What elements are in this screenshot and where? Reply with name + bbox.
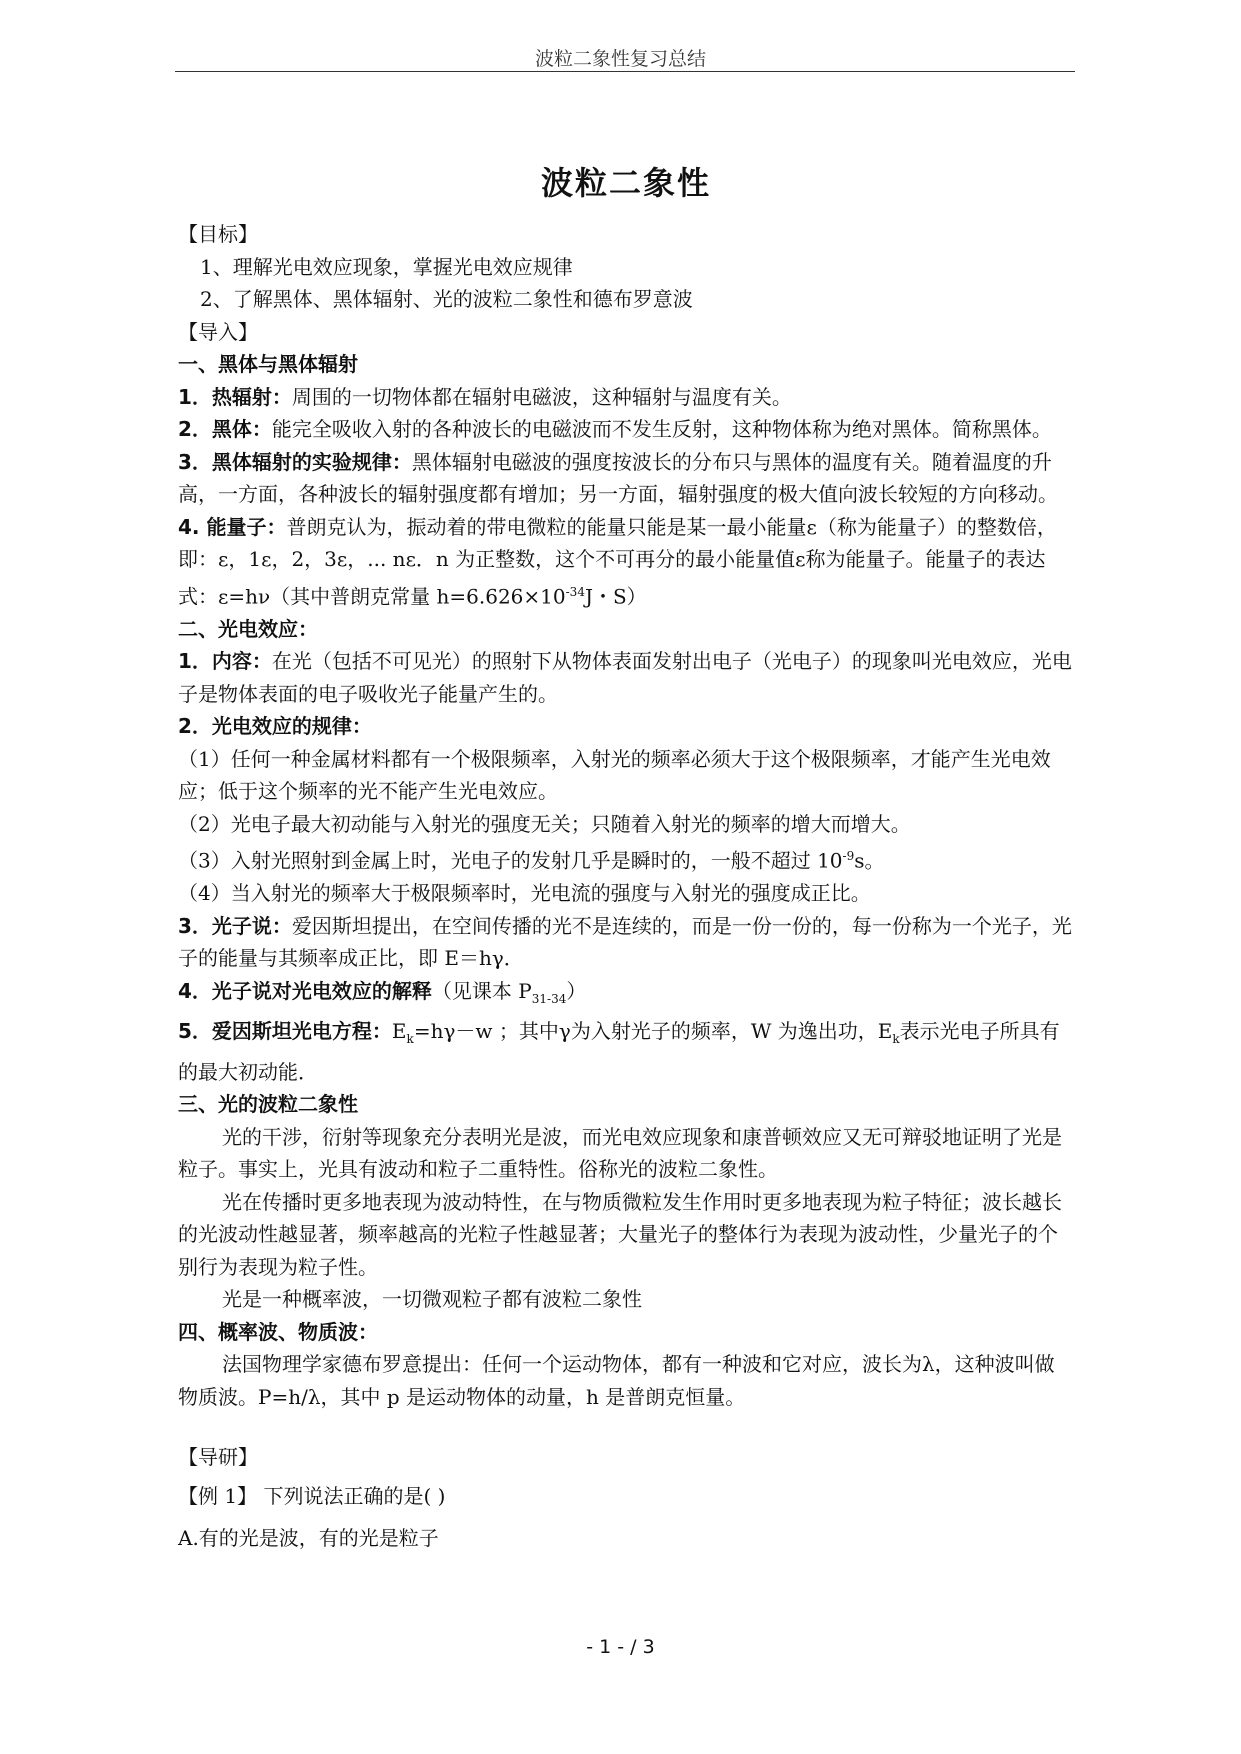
intro-label: 【导入】 — [178, 319, 258, 344]
s2-item-5 — [178, 1015, 1074, 1088]
study-label: 【导研】 — [178, 1445, 258, 1470]
s2-item-5-text: =hγ－w ；其中γ为入射光子的频率，W 为逸出功，E — [413, 1019, 893, 1044]
s2-item-2-label: 2．光电效应的规律： — [178, 714, 372, 739]
s3-paragraph-1: 光的干涉，衍射等现象充分表明光是波，而光电效应现象和康普顿效应又无可辩驳地证明了光是粒子。事实上，光具有波动和粒子二重特性。俗称光的波粒二象性。 — [178, 1124, 1062, 1182]
s1-item-4-label: 4. 能量子： — [178, 514, 287, 539]
s1-item-2-text: 能完全吸收入射的各种波长的电磁波而不发生反射，这种物体称为绝对黑体。简称黑体。 — [271, 417, 1052, 441]
s2-item-1 — [178, 645, 1074, 710]
s4-paragraph-1: 法国物理学家德布罗意提出：任何一个运动物体，都有一种波和它对应，波长为λ，这种波叫做物质波。P=h/λ，其中 p 是运动物体的动量，h 是普朗克恒量。 — [178, 1352, 1055, 1409]
s1-item-2 — [178, 413, 1074, 446]
s2-item-3 — [178, 910, 1074, 975]
s1-item-1 — [178, 381, 1074, 414]
page-title: 波粒二象性 — [540, 164, 711, 202]
s1-item-4-exponent: -34 — [565, 584, 585, 599]
s1-item-4-text-end: J・S） — [584, 584, 647, 609]
s1-item-3-label: 3．黑体辐射的实验规律： — [178, 449, 412, 474]
s2-item-5-label: 5．爱因斯坦光电方程： — [178, 1019, 392, 1044]
s2-item-4-text: （见课本 P — [431, 978, 532, 1003]
s2-item-4 — [178, 975, 1074, 1016]
document-body — [178, 160, 1074, 1555]
rule-3-exponent: -9 — [842, 849, 855, 864]
s2-item-4-text-end: ） — [566, 978, 587, 1003]
s2-item-5-sub-k2: k — [892, 1032, 900, 1047]
s2-item-5-text-end: 表示光电子所具有的最大初动能． — [178, 1019, 1060, 1084]
s1-item-2-label: 2．黑体： — [178, 417, 272, 441]
goal-label: 【目标】 — [178, 222, 258, 246]
s2-item-3-label: 3．光子说： — [178, 913, 292, 938]
s1-item-3-text: 黑体辐射电磁波的强度按波长的分布只与黑体的温度有关。随着温度的升高，一方面，各种波长的辐射强度都有增加；另一方面，辐射强度的极大值向波长较短的方向移动。 — [178, 449, 1058, 506]
s2-item-3-text: 爱因斯坦提出，在空间传播的光不是连续的，而是一份一份的，每一份称为一个光子，光子的能量与其频率成正比，即 E＝hγ． — [178, 913, 1072, 971]
rule-3-text: （3）入射光照射到金属上时，光电子的发射几乎是瞬时的，一般不超过 10 — [178, 848, 843, 873]
s1-item-4-text: 普朗克认为，振动着的带电微粒的能量只能是某一最小能量ε（称为能量子）的整数倍，即：ε，1ε，2，3ε，... nε．n 为正整数，这个不可再分的最小能量值ε称为能量子。能量子的表达式：ε=hν（其中普朗克常量 h=6.626×10 — [178, 514, 1057, 609]
header-divider — [175, 71, 1075, 72]
goal-item-2: 2、了解黑体、黑体辐射、光的波粒二象性和德布罗意波 — [200, 287, 693, 311]
s1-item-3 — [178, 446, 1074, 511]
rule-4: （4）当入射光的频率大于极限频率时，光电流的强度与入射光的强度成正比。 — [178, 881, 871, 906]
s2-item-5-e: E — [391, 1019, 407, 1044]
s1-item-1-text: 周围的一切物体都在辐射电磁波，这种辐射与温度有关。 — [291, 384, 792, 409]
page-header: 波粒二象性复习总结 — [534, 48, 706, 70]
s2-item-1-text: 在光（包括不可见光）的照射下从物体表面发射出电子（光电子）的现象叫光电效应，光电子是物体表面的电子吸收光子能量产生的。 — [178, 649, 1072, 706]
example-1: 【例 1】 下列说法正确的是( ) — [178, 1483, 446, 1508]
s2-item-5-sub-k: k — [406, 1032, 414, 1047]
s2-item-4-pages: 31-34 — [531, 991, 567, 1006]
rule-1: （1）任何一种金属材料都有一个极限频率，入射光的频率必须大于这个极限频率，才能产生光电效应；低于这个频率的光不能产生光电效应。 — [178, 746, 1051, 804]
section-4-heading: 四、概率波、物质波： — [178, 1319, 378, 1344]
s1-item-4 — [178, 511, 1074, 613]
s2-item-4-label: 4．光子说对光电效应的解释 — [178, 978, 432, 1003]
section-2-heading: 二、光电效应： — [178, 616, 318, 641]
option-a: A.有的光是波，有的光是粒子 — [178, 1526, 439, 1551]
section-3-heading: 三、光的波粒二象性 — [178, 1092, 358, 1117]
section-1-heading: 一、黑体与黑体辐射 — [178, 352, 358, 376]
rule-2: （2）光电子最大初动能与入射光的强度无关；只随着入射光的频率的增大而增大。 — [178, 811, 911, 836]
rule-3-text-end: s。 — [854, 848, 885, 873]
s2-item-1-label: 1．内容： — [178, 649, 272, 674]
page-number: - 1 - / 3 — [586, 1636, 655, 1658]
rule-3 — [178, 840, 1074, 877]
goal-item-1: 1、理解光电效应现象，掌握光电效应规律 — [200, 254, 573, 279]
spacer — [178, 1413, 1074, 1441]
s3-paragraph-3: 光是一种概率波，一切微观粒子都有波粒二象性 — [222, 1287, 642, 1312]
s1-item-1-label: 1．热辐射： — [178, 384, 292, 409]
s3-paragraph-2: 光在传播时更多地表现为波动特性，在与物质微粒发生作用时更多地表现为粒子特征；波长越长的光波动性越显著，频率越高的光粒子性越显著；大量光子的整体行为表现为波动性，少量光子的个别行为表现为粒子性。 — [178, 1189, 1062, 1279]
